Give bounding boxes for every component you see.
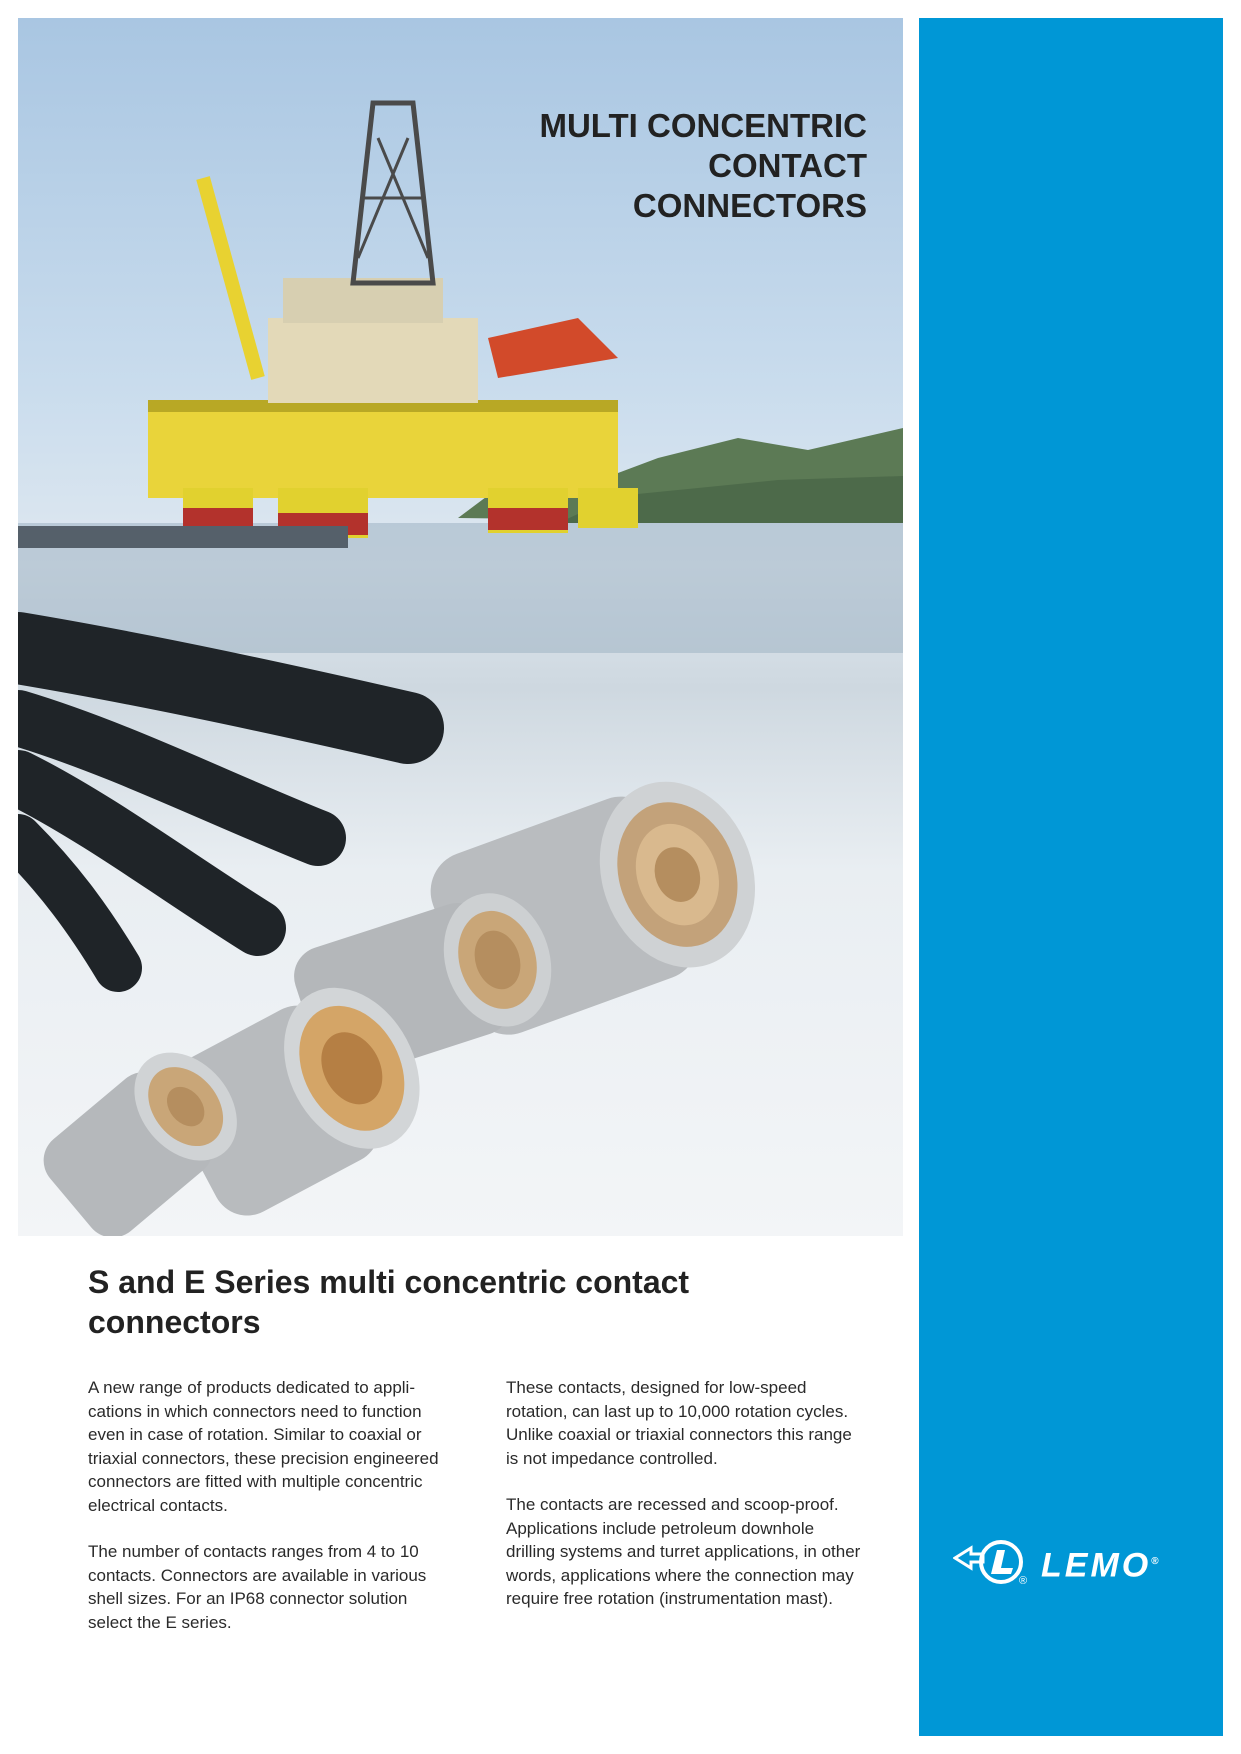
paragraph: The number of contacts ranges from 4 to 10 contacts. Connectors are available in various shell sizes. For an IP68 connector solution select the E series. <box>88 1542 427 1632</box>
hero-title-line: CONTACT <box>708 147 867 184</box>
cables <box>18 648 408 968</box>
hero-title-line: MULTI CONCENTRIC <box>539 107 867 144</box>
lemo-logo <box>953 1538 1193 1588</box>
brand-sidebar <box>919 18 1223 1736</box>
hero-title-line: CONNECTORS <box>632 187 867 224</box>
paragraph: The contacts are recessed and scoop-proof. Applications include petroleum downhole drilling systems and turret applications, in other words, applications where the connection may require free rotation (instrumentation mast). <box>506 1495 861 1608</box>
registered-mark: ® <box>1019 1575 1028 1587</box>
lemo-wordmark-text: LEMO <box>1041 1546 1152 1585</box>
text-column-left <box>88 1376 488 1657</box>
paragraph: These contacts, designed for low-speed rotation, can last up to 10,000 rotation cycles. Unlike coaxial or triaxial connectors this range is not impedance controlled. <box>506 1378 852 1468</box>
text-column-right <box>506 1376 906 1634</box>
article-headline: S and E Series multi concentric contact connectors <box>88 1264 690 1340</box>
lemo-wordmark <box>1041 1542 1159 1585</box>
hero-image <box>18 18 903 1236</box>
registered-mark: ® <box>1151 1556 1159 1567</box>
paragraph: A new range of products dedicated to appli- cations in which connectors need to function even in case of rotation. Similar to coaxial or triaxial connectors, these precision engineered connectors are fitted with multiple concentric electrical contacts. <box>88 1378 439 1515</box>
lemo-emblem-icon <box>953 1538 1037 1588</box>
hero-title <box>447 106 867 226</box>
